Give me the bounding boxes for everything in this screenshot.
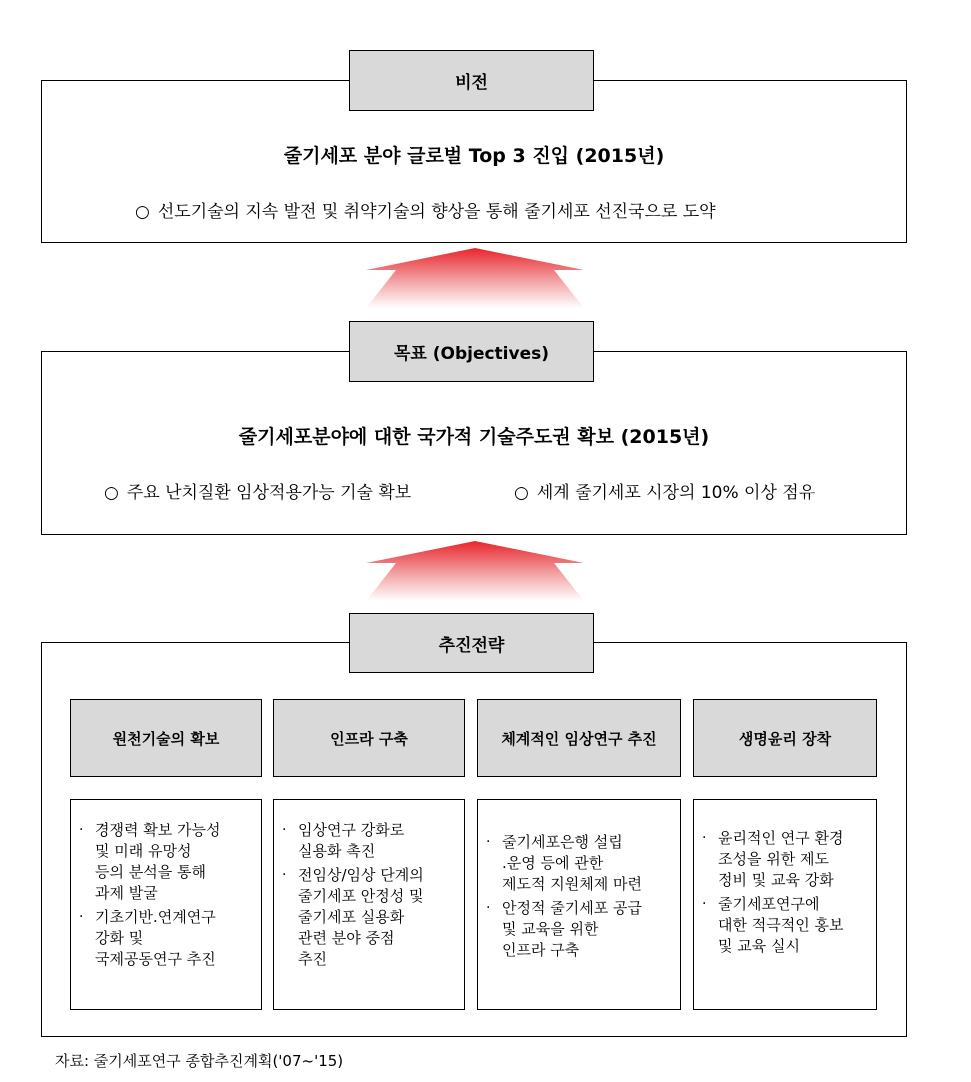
objectives-bullet-1 [104, 478, 411, 503]
strategy-tab [349, 613, 594, 673]
objectives-title: 줄기세포분야에 대한 국가적 기술주도권 확보 (2015년) [238, 426, 710, 448]
strategy-body-1 [70, 799, 262, 1010]
strategy-body-3 [477, 799, 681, 1010]
bullet-dot-icon: · [79, 822, 84, 838]
bullet-dot-icon: · [282, 822, 287, 838]
strategy-heading-text: 체계적인 임상연구 추진 [501, 729, 657, 748]
strategy-heading-text: 생명윤리 장착 [738, 729, 832, 748]
list-item [700, 894, 872, 957]
list-item-text: 전임상/임상 단계의 줄기세포 안정성 및 줄기세포 실용화 관련 분야 중점 추진 [298, 866, 424, 968]
circle-bullet-icon: ○ [104, 483, 119, 503]
strategy-heading-4 [693, 699, 877, 777]
bullet-dot-icon: · [702, 896, 707, 912]
list-item-text: 기초기반.연계연구 강화 및 국제공동연구 추진 [95, 908, 216, 968]
vision-tab [349, 50, 594, 111]
list-item-text: 윤리적인 연구 환경 조성을 위한 제도 정비 및 교육 강화 [718, 829, 844, 889]
vision-label: 비전 [455, 73, 488, 93]
vision-bullet-text: 선도기술의 지속 발전 및 취약기술의 향상을 통해 줄기세포 선진국으로 도약 [157, 202, 716, 222]
strategy-body-4 [693, 799, 877, 1010]
list-item-text: 임상연구 강화로 실용화 촉진 [298, 821, 405, 860]
vision-bullet [135, 197, 716, 222]
strategy-heading-2 [273, 699, 465, 777]
list-item [700, 828, 872, 891]
list-item-text: 줄기세포은행 설립 .운영 등에 관한 제도적 지원체제 마련 [502, 833, 642, 893]
up-arrow-icon [366, 541, 584, 601]
bullet-dot-icon: · [79, 909, 84, 925]
bullet-dot-icon: · [486, 900, 491, 916]
strategy-body-2 [273, 799, 465, 1010]
list-item [77, 820, 257, 904]
bullet-dot-icon: · [486, 834, 491, 850]
bullet-dot-icon: · [702, 830, 707, 846]
list-item [77, 907, 257, 970]
up-arrow-icon [366, 248, 584, 308]
source-note: 자료: 줄기세포연구 종합추진계획('07~'15) [55, 1052, 344, 1070]
circle-bullet-icon: ○ [135, 202, 150, 222]
strategy-label: 추진전략 [438, 635, 505, 656]
bullet-dot-icon: · [282, 867, 287, 883]
strategy-heading-text: 인프라 구축 [330, 729, 408, 748]
list-item-text: 안정적 줄기세포 공급 및 교육을 위한 인프라 구축 [502, 899, 642, 959]
vision-title: 줄기세포 분야 글로벌 Top 3 진입 (2015년) [283, 145, 665, 167]
strategy-heading-1 [70, 699, 262, 777]
list-item [484, 898, 676, 961]
list-item [484, 832, 676, 895]
list-item-text: 경쟁력 확보 가능성 및 미래 유망성 등의 분석을 통해 과제 발굴 [95, 821, 221, 902]
objectives-bullet-2 [514, 478, 815, 503]
list-item-text: 줄기세포연구에 대한 적극적인 홍보 및 교육 실시 [718, 895, 844, 955]
list-item [280, 820, 460, 862]
circle-bullet-icon: ○ [514, 483, 529, 503]
objectives-label: 목표 (Objectives) [393, 344, 550, 364]
objectives-tab [349, 321, 594, 382]
objectives-bullet-text: 주요 난치질환 임상적용가능 기술 확보 [126, 483, 412, 503]
strategy-heading-3 [477, 699, 681, 777]
objectives-bullet-text: 세계 줄기세포 시장의 10% 이상 점유 [536, 483, 816, 503]
list-item [280, 865, 460, 970]
strategy-heading-text: 원천기술의 확보 [112, 729, 220, 748]
